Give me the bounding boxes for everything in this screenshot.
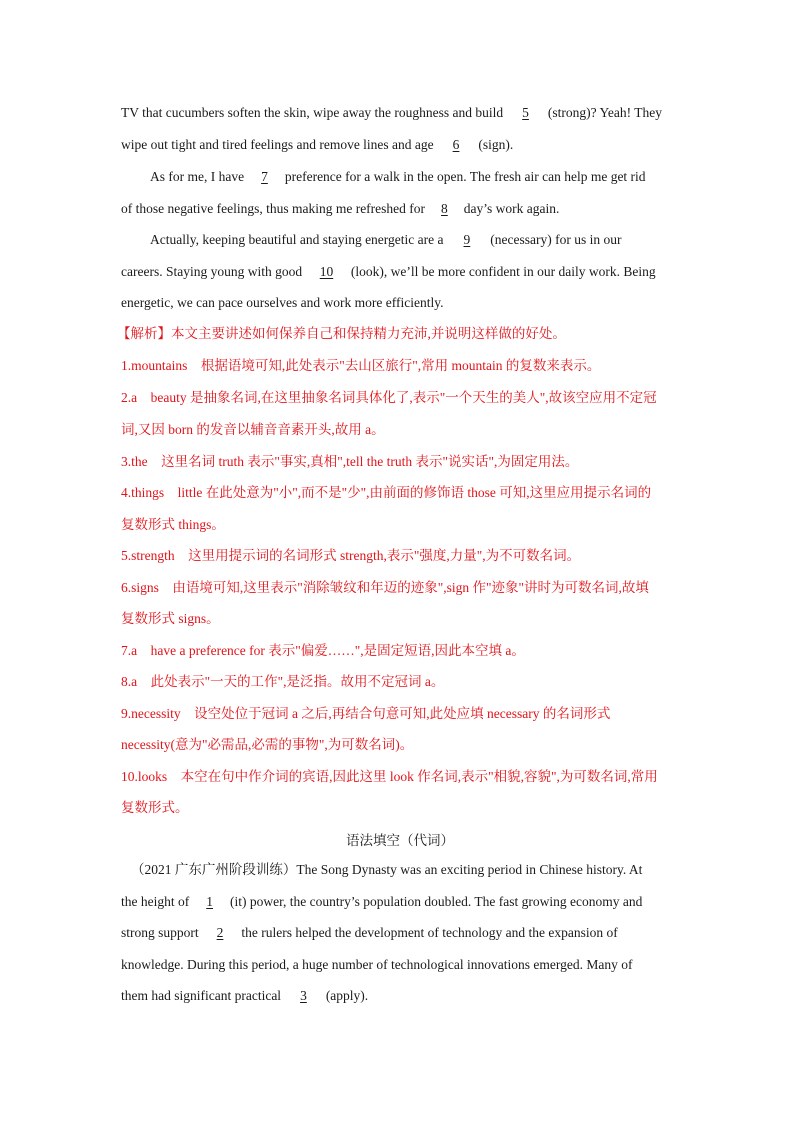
passage1-line-5 (150, 230, 621, 250)
analysis-6a: 6.signs 由语境可知,这里表示"消除皱纹和年迈的迹象",sign 作"迹象"讲时为可数名词,故填 (121, 580, 649, 595)
blank-10: 10 (319, 264, 334, 279)
blank-9: 9 (463, 232, 471, 247)
analysis-9a: 9.necessity 设空处位于冠词 a 之后,再结合句意可知,此处应填 necessary 的名词形式 (121, 706, 611, 721)
analysis-10b: 复数形式。 (121, 800, 189, 815)
analysis-9b: necessity(意为"必需品,必需的事物",为可数名词)。 (121, 737, 414, 752)
text: preference for a walk in the open. The fresh air can help me get rid (284, 169, 646, 184)
text: (strong)? Yeah! They (547, 105, 663, 120)
text: strong support (121, 925, 199, 940)
analysis-1: 1.mountains 根据语境可知,此处表示"去山区旅行",常用 mountain 的复数来表示。 (121, 358, 601, 373)
blank-2: 2 (216, 925, 224, 940)
section-title: 语法填空（代词） (346, 833, 454, 848)
blank-3: 3 (300, 988, 307, 1003)
analysis-header: 【解析】本文主要讲述如何保养自己和保持精力充沛,并说明这样做的好处。 (117, 326, 566, 341)
text: As for me, I have (150, 169, 245, 184)
text: (look), we’ll be more confident in our daily work. Being (350, 264, 656, 279)
text: careers. Staying young with good (121, 264, 303, 279)
blank-6: 6 (452, 137, 460, 152)
passage2-line-2 (121, 892, 642, 912)
passage1-line-3 (150, 167, 646, 187)
analysis-8: 8.a 此处表示"一天的工作",是泛指。故用不定冠词 a。 (121, 674, 445, 689)
text: Actually, keeping beautiful and staying energetic are a (150, 232, 444, 247)
text: (sign). (478, 137, 514, 152)
analysis-2a: 2.a beauty 是抽象名词,在这里抽象名词具体化了,表示"一个天生的美人",故该空应用不定冠 (121, 390, 657, 405)
analysis-4b: 复数形式 things。 (121, 517, 225, 532)
passage2-line-5 (121, 986, 368, 1006)
passage1-line-7: energetic, we can pace ourselves and work more efficiently. (121, 295, 444, 310)
analysis-5: 5.strength 这里用提示词的名词形式 strength,表示"强度,力量",为不可数名词。 (121, 548, 581, 563)
analysis-7: 7.a have a preference for 表示"偏爱……",是固定短语,因此本空填 a。 (121, 643, 525, 658)
analysis-3: 3.the 这里名词 truth 表示"事实,真相",tell the truth 表示"说实话",为固定用法。 (121, 454, 579, 469)
text: wipe out tight and tired feelings and remove lines and age (121, 137, 434, 152)
text: of those negative feelings, thus making me refreshed for (121, 201, 426, 216)
passage1-line-2 (121, 135, 513, 155)
analysis-2b: 词,又因 born 的发音以辅音音素开头,故用 a。 (121, 422, 385, 437)
passage1-line-6 (121, 262, 656, 282)
text: TV that cucumbers soften the skin, wipe away the roughness and build (121, 105, 504, 120)
text: (apply). (325, 988, 369, 1003)
blank-5: 5 (522, 105, 529, 120)
blank-8: 8 (441, 201, 448, 216)
text: the height of (121, 894, 190, 909)
text: (necessary) for us in our (490, 232, 622, 247)
passage2-line-3 (121, 923, 618, 943)
passage1-line-4 (121, 199, 559, 219)
passage2-line-4: knowledge. During this period, a huge number of technological innovations emerged. Many of (121, 957, 633, 972)
blank-7: 7 (261, 169, 268, 184)
text: the rulers helped the development of technology and the expansion of (241, 925, 618, 940)
passage2-line-1: （2021 广东广州阶段训练）The Song Dynasty was an exciting period in Chinese history. At (131, 862, 643, 877)
analysis-6b: 复数形式 signs。 (121, 611, 220, 626)
text: (it) power, the country’s population doubled. The fast growing economy and (229, 894, 643, 909)
blank-1: 1 (206, 894, 213, 909)
passage1-line-1 (121, 103, 662, 123)
analysis-4a: 4.things little 在此处意为"小",而不是"少",由前面的修饰语 those 可知,这里应用提示名词的 (121, 485, 652, 500)
analysis-10a: 10.looks 本空在句中作介词的宾语,因此这里 look 作名词,表示"相貌,容貌",为可数名词,常用 (121, 769, 658, 784)
text: day’s work again. (463, 201, 560, 216)
text: them had significant practical (121, 988, 282, 1003)
